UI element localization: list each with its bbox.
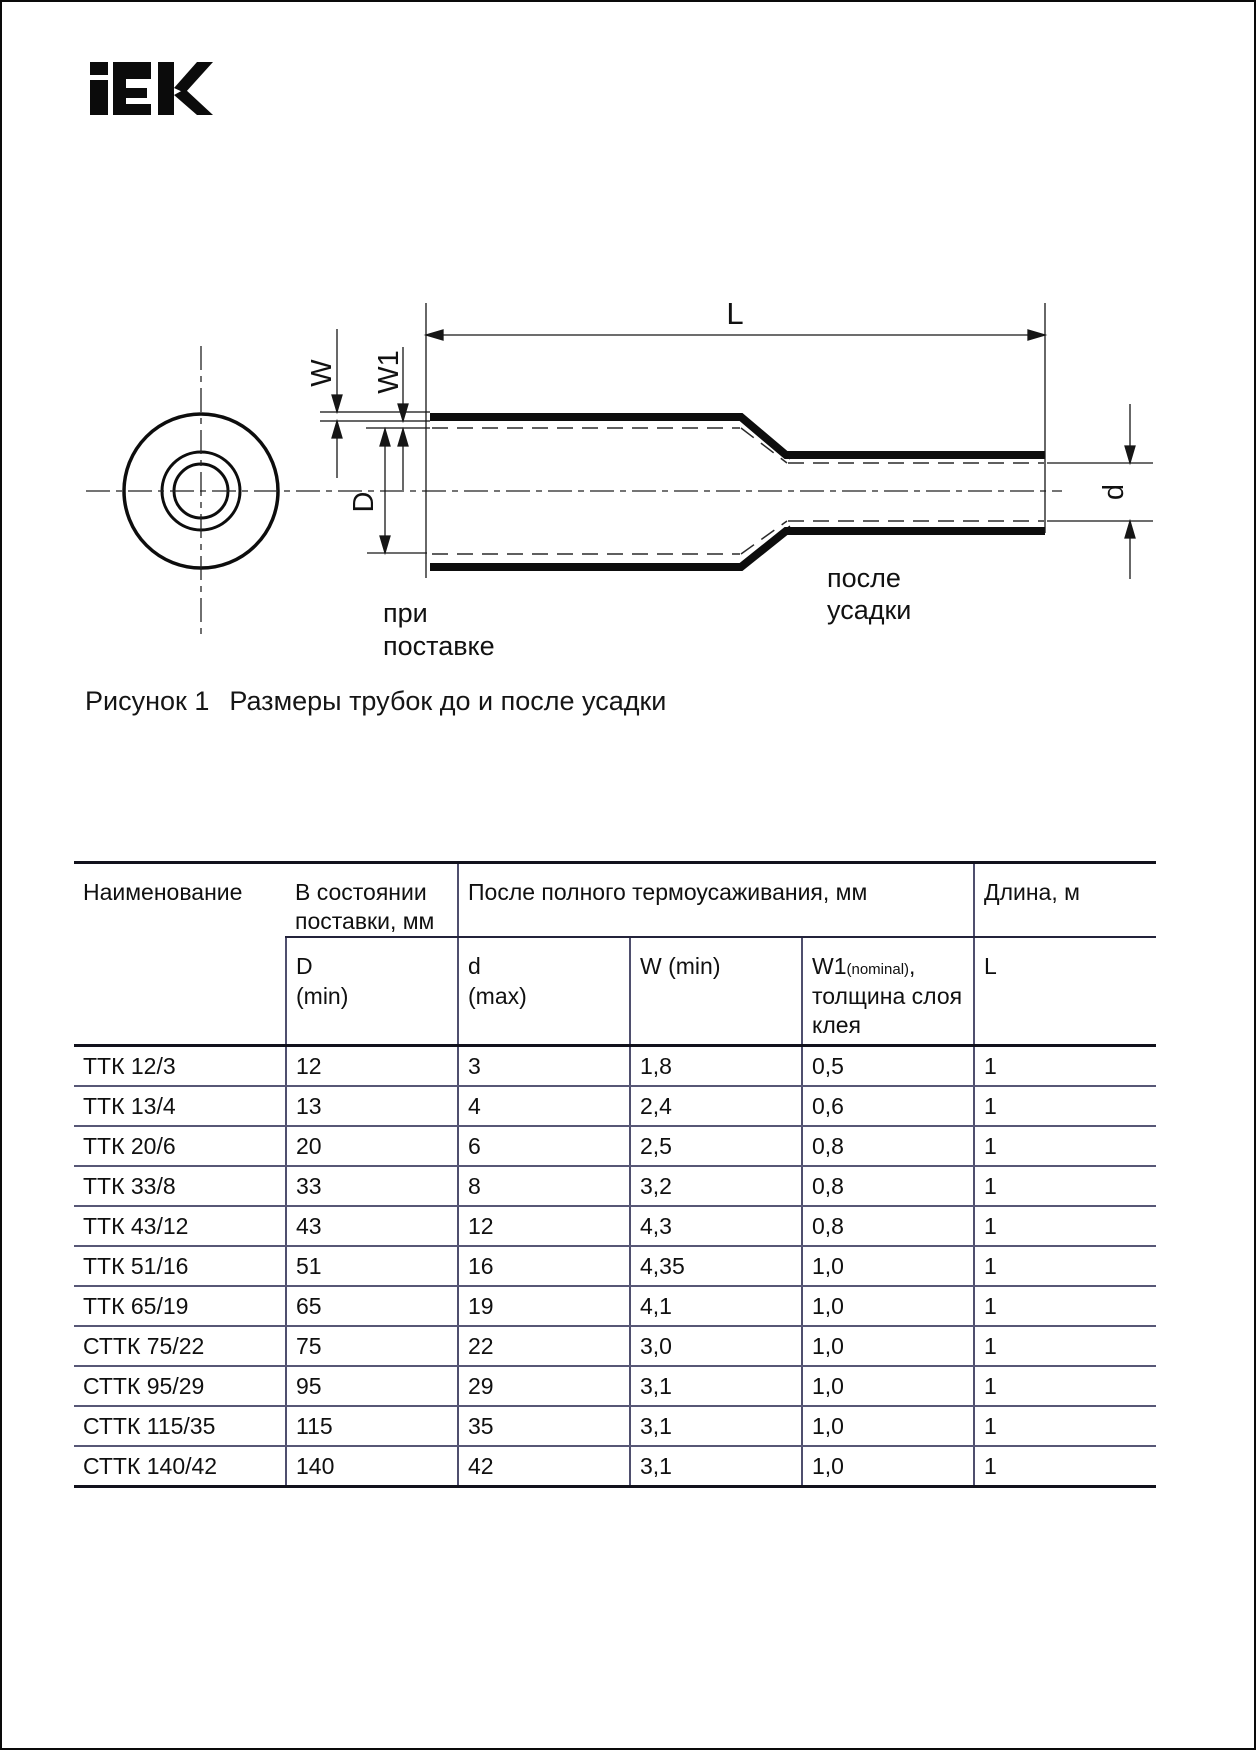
logo-e-bottom — [113, 104, 151, 115]
cell-L: 1 — [974, 1406, 1156, 1446]
cell-W1: 0,5 — [802, 1046, 974, 1087]
cell-W1: 1,0 — [802, 1326, 974, 1366]
cell-D-min: 65 — [286, 1286, 458, 1326]
header-W1 — [802, 937, 974, 1046]
cell-W-min: 3,0 — [630, 1326, 802, 1366]
cell-d-max: 12 — [458, 1206, 630, 1246]
header-d-max — [458, 937, 630, 1046]
table-row — [74, 1166, 1156, 1206]
d-arrow-down — [1125, 446, 1135, 463]
header-length: Длина, м — [974, 863, 1156, 938]
logo-k-upper-arm — [174, 62, 213, 93]
D-label: D — [348, 491, 380, 513]
dimension-L — [426, 296, 1045, 578]
cell-D-min: 20 — [286, 1126, 458, 1166]
logo-i-stem — [90, 80, 108, 115]
state-labels — [383, 563, 911, 661]
cell-W-min: 3,1 — [630, 1366, 802, 1406]
dimension-W — [306, 329, 342, 478]
header-W1-line1 — [812, 952, 969, 981]
cell-D-min: 13 — [286, 1086, 458, 1126]
D-arrow-up — [380, 429, 390, 446]
cell-W-min: 2,5 — [630, 1126, 802, 1166]
table-row — [74, 1126, 1156, 1166]
tube-bottom-wall — [430, 531, 1045, 567]
cell-name: ТТК 51/16 — [74, 1246, 286, 1286]
header-delivery-line1: В состоянии — [295, 879, 427, 905]
cell-d-max: 19 — [458, 1286, 630, 1326]
cell-name: СТТК 75/22 — [74, 1326, 286, 1366]
taper-inner-bottom — [746, 526, 790, 559]
header-D-min-line2: (min) — [296, 982, 349, 1009]
header-W-min: W (min) — [630, 937, 802, 1046]
tube-top-wall — [430, 417, 1045, 455]
table-row — [74, 1366, 1156, 1406]
D-arrow-down — [380, 536, 390, 553]
cell-L: 1 — [974, 1206, 1156, 1246]
cell-d-max: 16 — [458, 1246, 630, 1286]
table-row — [74, 1246, 1156, 1286]
tube-side-view — [320, 412, 1045, 567]
taper-inner-top — [746, 424, 790, 459]
cell-W-min: 3,2 — [630, 1166, 802, 1206]
cell-d-max: 4 — [458, 1086, 630, 1126]
cell-name: ТТК 43/12 — [74, 1206, 286, 1246]
table-row — [74, 1206, 1156, 1246]
cell-D-min: 140 — [286, 1446, 458, 1487]
cell-W1: 0,8 — [802, 1206, 974, 1246]
cell-d-max: 3 — [458, 1046, 630, 1087]
header-W1-line2: толщина слоя — [812, 982, 963, 1009]
W1-arrow-up — [398, 429, 408, 446]
L-label: L — [726, 296, 744, 331]
table-row — [74, 1406, 1156, 1446]
W-label: W — [306, 359, 338, 387]
L-arrow-left — [426, 330, 443, 340]
cell-W-min: 4,35 — [630, 1246, 802, 1286]
cell-W1: 1,0 — [802, 1406, 974, 1446]
cell-name: ТТК 65/19 — [74, 1286, 286, 1326]
logo-k-lower-arm — [174, 89, 213, 115]
cell-D-min: 12 — [286, 1046, 458, 1087]
cell-L: 1 — [974, 1046, 1156, 1087]
cell-W-min: 2,4 — [630, 1086, 802, 1126]
L-arrow-right — [1028, 330, 1045, 340]
cell-W1: 1,0 — [802, 1366, 974, 1406]
cell-L: 1 — [974, 1086, 1156, 1126]
cell-W1: 1,0 — [802, 1446, 974, 1487]
dimensions-table — [74, 861, 1156, 1488]
cell-D-min: 43 — [286, 1206, 458, 1246]
table-row — [74, 1446, 1156, 1487]
cell-W1: 0,8 — [802, 1126, 974, 1166]
logo-i-dot — [90, 62, 108, 75]
header-L: L — [974, 937, 1156, 1046]
cell-d-max: 8 — [458, 1166, 630, 1206]
header-W1-main: W1 — [812, 953, 847, 980]
table-row — [74, 1046, 1156, 1087]
cell-name: СТТК 115/35 — [74, 1406, 286, 1446]
cell-d-max: 6 — [458, 1126, 630, 1166]
cell-W-min: 3,1 — [630, 1446, 802, 1487]
cell-L: 1 — [974, 1246, 1156, 1286]
cell-d-max: 22 — [458, 1326, 630, 1366]
d-label: d — [1098, 483, 1130, 501]
cell-D-min: 33 — [286, 1166, 458, 1206]
header-W1-sub: (nominal) — [846, 961, 910, 979]
header-d-max-line1: d — [468, 953, 481, 980]
cell-W-min: 4,1 — [630, 1286, 802, 1326]
label-after-line2: усадки — [827, 595, 912, 625]
cell-W1: 0,8 — [802, 1166, 974, 1206]
table-row — [74, 1326, 1156, 1366]
cell-name: СТТК 140/42 — [83, 1452, 218, 1479]
table-row — [74, 1286, 1156, 1326]
cell-D-min: 75 — [286, 1326, 458, 1366]
figure-caption-label: Рисунок 1 — [85, 686, 210, 716]
dimension-W1 — [373, 347, 408, 490]
header-d-max-line2: (max) — [468, 982, 527, 1009]
cell-d-max: 29 — [458, 1366, 630, 1406]
cell-name: СТТК 95/29 — [74, 1366, 286, 1406]
cell-W-min: 1,8 — [630, 1046, 802, 1087]
W1-label: W1 — [373, 350, 405, 394]
cell-d-max: 42 — [458, 1446, 630, 1487]
W-arrow-down — [332, 395, 342, 412]
cell-L: 1 — [974, 1166, 1156, 1206]
cell-L: 1 — [974, 1326, 1156, 1366]
logo-k-stem — [158, 62, 174, 115]
label-before-line2: поставке — [383, 631, 495, 661]
figure-caption — [85, 686, 666, 717]
cell-W1: 0,6 — [802, 1086, 974, 1126]
cell-D-min: 115 — [286, 1406, 458, 1446]
iek-logo — [90, 62, 213, 115]
header-W1-comma: , — [909, 953, 916, 980]
logo-e-mid — [113, 88, 147, 98]
cell-L: 1 — [974, 1366, 1156, 1406]
cell-W1: 1,0 — [802, 1246, 974, 1286]
logo-e-top — [113, 62, 151, 79]
d-arrow-up — [1125, 521, 1135, 538]
cell-D-min: 95 — [286, 1366, 458, 1406]
header-D-min — [286, 937, 458, 1046]
cell-name: ТТК 33/8 — [74, 1166, 286, 1206]
dimension-d — [1047, 404, 1153, 579]
header-delivery — [286, 863, 458, 938]
header-delivery-line2: поставки, мм — [295, 908, 435, 935]
label-after-line1: после — [827, 563, 901, 593]
cell-L: 1 — [974, 1286, 1156, 1326]
table-row — [74, 1086, 1156, 1126]
cell-W1: 1,0 — [802, 1286, 974, 1326]
header-name: Наименование — [74, 863, 286, 1046]
cell-L: 1 — [974, 1446, 1156, 1487]
header-W1-line3: клея — [812, 1011, 861, 1038]
cell-W-min: 4,3 — [630, 1206, 802, 1246]
cell-name: ТТК 13/4 — [74, 1086, 286, 1126]
cell-name: ТТК 20/6 — [74, 1126, 286, 1166]
table-body — [74, 1046, 1156, 1487]
figure-caption-text: Размеры трубок до и после усадки — [229, 686, 667, 716]
cell-d-max: 35 — [458, 1406, 630, 1446]
cell-D-min: 51 — [286, 1246, 458, 1286]
W-arrow-up — [332, 421, 342, 438]
cell-W-min: 3,1 — [630, 1406, 802, 1446]
header-D-min-line1: D — [296, 953, 313, 980]
cell-L: 1 — [974, 1126, 1156, 1166]
cell-name: ТТК 12/3 — [74, 1046, 286, 1087]
label-before-line1: при — [383, 598, 428, 628]
header-after-shrink: После полного термоусаживания, мм — [458, 863, 974, 938]
